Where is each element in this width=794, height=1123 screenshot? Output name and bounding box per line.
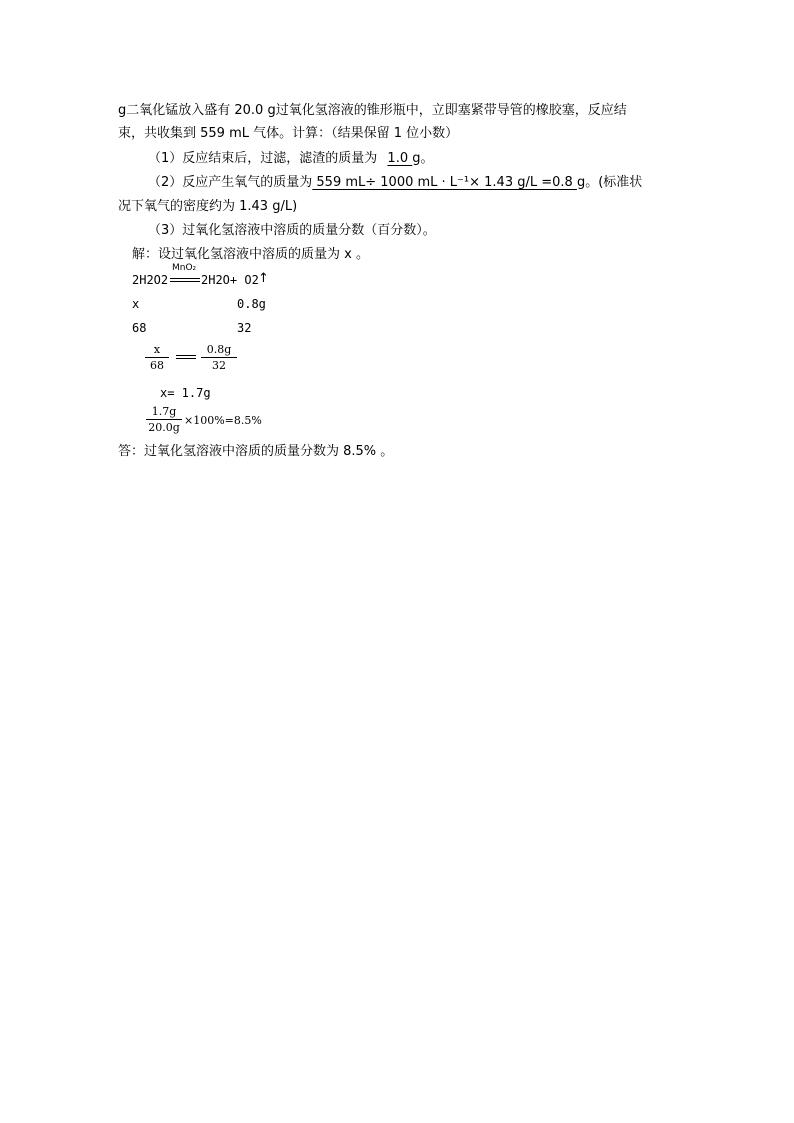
question-1-prefix: （1）反应结束后，过滤，滤渣的质量为 [148,151,378,166]
question-1-suffix: g。 [412,151,434,166]
proportion-fraction-right [201,343,237,372]
percentage-fraction [146,405,182,434]
proportion-left-numerator: x [153,343,161,356]
problem-line-2: 束，共收集到 559 mL 气体。计算：（结果保留 1 位小数） [118,126,459,141]
question-1 [148,151,434,167]
fraction-bar [201,357,237,358]
proportion-fraction-left [145,343,169,372]
solution-intro: 解：设过氧化氢溶液中溶质的质量为 x 。 [132,247,369,262]
equals-sign-bottom [176,358,196,359]
ratio-row-2-right: 32 [237,321,252,335]
ratio-row-1-left: x [132,297,140,311]
equation-sign-top [170,278,200,279]
question-2-line-2: 况下氧气的密度约为 1.43 g/L) [118,199,298,214]
proportion-right-denominator: 32 [212,359,226,372]
equation-catalyst: MnO₂ [172,263,197,273]
question-2-answer: 559 mL÷ 1000 mL · L⁻¹× 1.43 g/L =0.8 [312,175,577,190]
question-2-prefix: （2）反应产生氧气的质量为 [148,175,313,190]
proportion-right-numerator: 0.8g [206,343,232,356]
proportion-left-denominator: 68 [150,359,164,372]
gas-arrow-icon: ↑ [258,271,269,286]
ratio-row-1-right: 0.8g [237,297,266,311]
percentage-numerator: 1.7g [151,405,177,418]
question-2-suffix: g。(标准状 [576,175,643,190]
equation-right: 2H2O+ O2 [201,273,259,287]
question-3: （3）过氧化氢溶液中溶质的质量分数（百分数）。 [148,223,436,238]
percentage-denominator: 20.0g [148,421,180,434]
final-answer: 答：过氧化氢溶液中溶质的质量分数为 8.5% 。 [118,444,394,459]
fraction-bar [146,419,182,420]
problem-line-1: g二氧化锰放入盛有 20.0 g过氧化氢溶液的锥形瓶中，立即塞紧带导管的橡胶塞，反应结 [118,103,627,118]
fraction-bar [145,357,169,358]
percentage-calculation: ×100%=8.5% [184,414,262,427]
question-1-answer: 1.0 [387,151,413,166]
equation-sign-bottom [170,281,200,282]
equation-left: 2H2O2 [132,273,169,287]
x-result: x= 1.7g [160,386,211,400]
question-2 [148,175,642,191]
equals-sign-top [176,355,196,356]
ratio-row-2-left: 68 [132,321,147,335]
